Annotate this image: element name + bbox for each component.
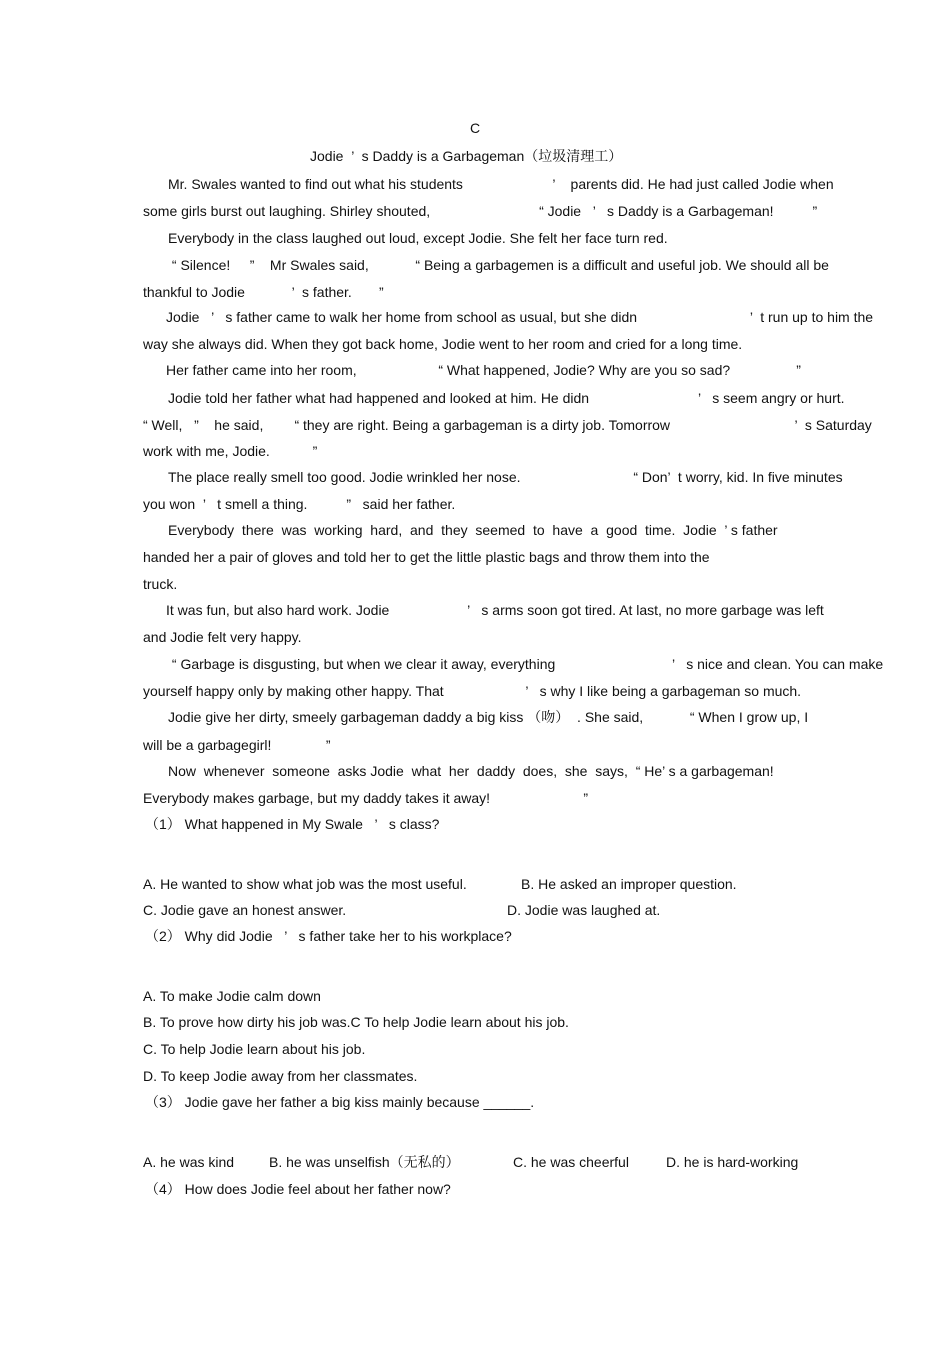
question-stem: （1） What happened in My Swale ’ s class? bbox=[145, 816, 440, 832]
question-option: B. To prove how dirty his job was.C To help Jodie learn about his job. bbox=[143, 1014, 569, 1030]
passage-title: Jodie ’ s Daddy is a Garbageman（垃圾清理工） bbox=[310, 148, 623, 164]
question-option: C. Jodie gave an honest answer. bbox=[143, 902, 347, 918]
passage-line: handed her a pair of gloves and told her to get the little plastic bags and throw them into the bbox=[143, 549, 710, 565]
section-letter: C bbox=[470, 120, 481, 136]
question-option: A. He wanted to show what job was the most useful. bbox=[143, 876, 467, 892]
passage-line: The place really smell too good. Jodie wrinkled her nose. “ Don’ t worry, kid. In five minutes bbox=[168, 469, 843, 485]
question-option: A. To make Jodie calm down bbox=[143, 988, 321, 1004]
question-option: D. he is hard-working bbox=[666, 1154, 799, 1170]
question-option: D. Jodie was laughed at. bbox=[507, 902, 661, 918]
passage-line: It was fun, but also hard work. Jodie ’ s arms soon got tired. At last, no more garbage was left bbox=[166, 602, 824, 618]
passage-line: Jodie give her dirty, smeely garbageman daddy a big kiss （吻） . She said, “ When I grow up, I bbox=[168, 709, 809, 725]
question-option: A. he was kind bbox=[143, 1154, 235, 1170]
question-option: C. To help Jodie learn about his job. bbox=[143, 1041, 366, 1057]
passage-line: some girls burst out laughing. Shirley shouted, “ Jodie ’ s Daddy is a Garbageman! ” bbox=[143, 203, 818, 219]
question-option: D. To keep Jodie away from her classmates. bbox=[143, 1068, 418, 1084]
passage-line: and Jodie felt very happy. bbox=[143, 629, 302, 645]
passage-line: “ Garbage is disgusting, but when we clear it away, everything ’ s nice and clean. You can make bbox=[168, 656, 884, 672]
question-option: C. he was cheerful bbox=[513, 1154, 629, 1170]
passage-line: “ Well, ” he said, “ they are right. Being a garbageman is a dirty job. Tomorrow ’ s Saturday bbox=[143, 417, 872, 433]
question-option: B. He asked an improper question. bbox=[521, 876, 737, 892]
passage-line: “ Silence! ” Mr Swales said, “ Being a garbagemen is a difficult and useful job. We should all be bbox=[168, 257, 829, 273]
passage-line: Her father came into her room, “ What happened, Jodie? Why are you so sad? ” bbox=[166, 362, 801, 378]
passage-line: Everybody in the class laughed out loud, except Jodie. She felt her face turn red. bbox=[168, 230, 668, 246]
passage-line: Everybody there was working hard, and they seemed to have a good time. Jodie ’ s father bbox=[168, 522, 778, 538]
passage-line: yourself happy only by making other happy. That ’ s why I like being a garbageman so much. bbox=[143, 683, 802, 699]
passage-line: truck. bbox=[143, 576, 178, 592]
passage-line: thankful to Jodie ’ s father. ” bbox=[143, 284, 384, 300]
passage-line: Jodie ’ s father came to walk her home from school as usual, but she didn ’ t run up to him the bbox=[166, 309, 874, 325]
passage-line: Jodie told her father what had happened and looked at him. He didn ’ s seem angry or hurt. bbox=[168, 390, 845, 406]
question-stem: （4） How does Jodie feel about her father now? bbox=[145, 1181, 451, 1197]
passage-line: way she always did. When they got back home, Jodie went to her room and cried for a long time. bbox=[143, 336, 743, 352]
passage-line: you won ’ t smell a thing. ” said her father. bbox=[143, 496, 456, 512]
passage-line: will be a garbagegirl! ” bbox=[143, 737, 331, 753]
passage-line: Mr. Swales wanted to find out what his students ’ parents did. He had just called Jodie when bbox=[168, 176, 834, 192]
passage-line: work with me, Jodie. ” bbox=[143, 443, 318, 459]
passage-line: Everybody makes garbage, but my daddy takes it away! ” bbox=[143, 790, 589, 806]
question-stem: （2） Why did Jodie ’ s father take her to his workplace? bbox=[145, 928, 512, 944]
passage-line: Now whenever someone asks Jodie what her daddy does, she says, “ He’ s a garbageman! bbox=[168, 763, 774, 779]
question-stem: （3） Jodie gave her father a big kiss mainly because ______. bbox=[145, 1094, 535, 1110]
question-option: B. he was unselfish（无私的） bbox=[269, 1154, 460, 1170]
